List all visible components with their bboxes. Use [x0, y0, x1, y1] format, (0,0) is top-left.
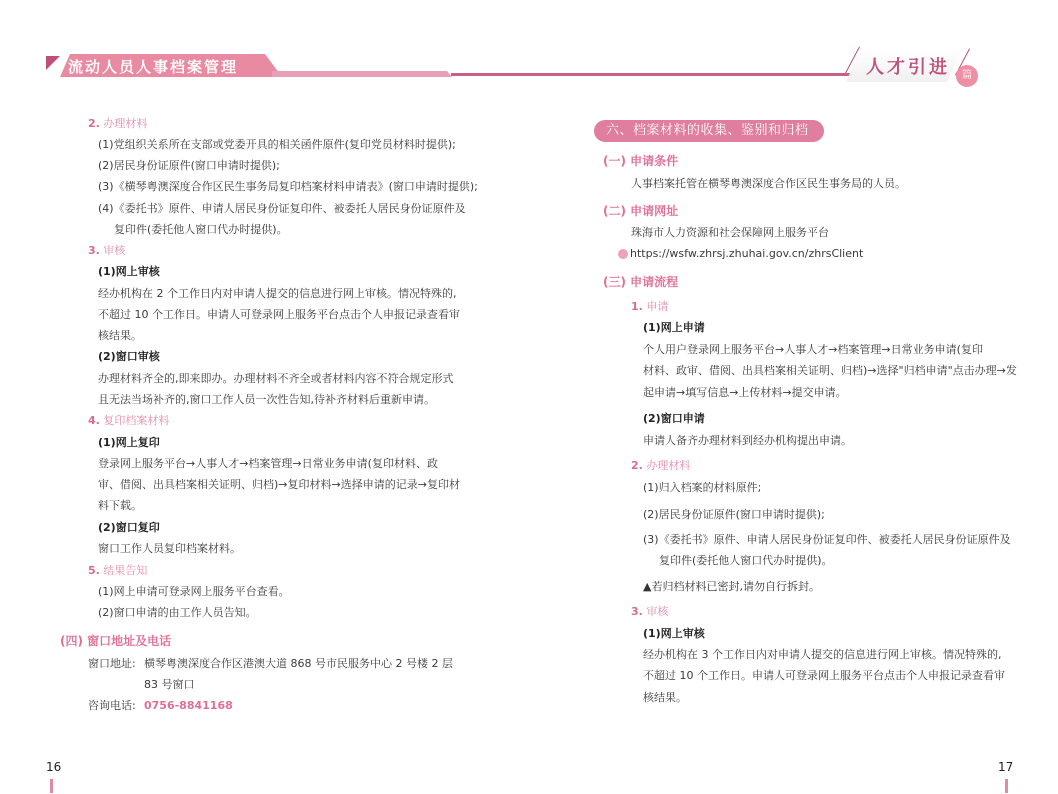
paragraph-line: 不超过 10 个工作日。申请人可登录网上服务平台点击个人申报记录查看审 — [98, 308, 460, 321]
paragraph-line: 核结果。 — [98, 329, 142, 342]
paragraph-line: 不超过 10 个工作日。申请人可登录网上服务平台点击个人申报记录查看审 — [643, 669, 1005, 682]
paragraph-line: 个人用户登录网上服务平台→人事人才→档案管理→日常业务申请(复印 — [643, 343, 983, 356]
category-title: 人才引进 — [866, 57, 950, 78]
paragraph-line: 审、借阅、出具档案相关证明、归档)→复印材料→选择申请的记录→复印材 — [98, 478, 460, 491]
section-title: 流动人员人事档案管理 — [68, 58, 239, 76]
item-heading: 3. 审核 — [88, 244, 126, 257]
page-number-right: 17 — [998, 760, 1014, 774]
item-heading: 2. 办理材料 — [631, 459, 691, 472]
paragraph-line: 窗口工作人员复印档案材料。 — [98, 542, 241, 555]
page-number-left: 16 — [46, 760, 62, 774]
list-line: (2)居民身份证原件(窗口申请时提供); — [643, 508, 825, 521]
list-line: 复印件(委托他人窗口代办时提供)。 — [659, 554, 833, 567]
list-line: 复印件(委托他人窗口代办时提供)。 — [114, 223, 288, 236]
phone-label: 咨询电话: — [88, 699, 136, 712]
list-line: (1)党组织关系所在支部或党委开具的相关函件原件(复印党员材料时提供); — [98, 138, 456, 151]
ribbon-bar — [272, 71, 452, 77]
section-heading: (一) 申请条件 — [603, 154, 679, 168]
sub-heading: (1)网上复印 — [98, 436, 160, 449]
paragraph-line: 料下载。 — [98, 499, 142, 512]
list-line: (2)居民身份证原件(窗口申请时提供); — [98, 159, 280, 172]
sub-heading: (2)窗口申请 — [643, 412, 705, 425]
paragraph-line: 核结果。 — [643, 691, 687, 704]
paragraph-line: 起申请→填写信息→上传材料→提交申请。 — [643, 386, 847, 399]
paragraph-line: 经办机构在 3 个工作日内对申请人提交的信息进行网上审核。情况特殊的, — [643, 648, 1002, 661]
sub-heading: (1)网上申请 — [643, 321, 705, 334]
category-circle: 篇 — [956, 65, 978, 87]
address-value: 横琴粤澳深度合作区港澳大道 868 号市民服务中心 2 号楼 2 层 — [144, 657, 453, 670]
paragraph-line: 申请人备齐办理材料到经办机构提出申请。 — [643, 434, 852, 447]
sub-heading: (2)窗口复印 — [98, 521, 160, 534]
paragraph-line: 且无法当场补齐的,窗口工作人员一次性告知,待补齐材料后重新申请。 — [98, 393, 435, 406]
address-value-cont: 83 号窗口 — [144, 678, 195, 691]
page-marker — [50, 779, 53, 793]
paragraph-line: 登录网上服务平台→人事人才→档案管理→日常业务申请(复印材料、政 — [98, 457, 438, 470]
list-line: (1)网上申请可登录网上服务平台查看。 — [98, 585, 290, 598]
item-heading: 4. 复印档案材料 — [88, 414, 170, 427]
list-line: (2)窗口申请的由工作人员告知。 — [98, 606, 257, 619]
phone-number: 0756-8841168 — [144, 699, 233, 712]
item-heading: 1. 申请 — [631, 300, 669, 313]
paragraph-line: 珠海市人力资源和社会保障网上服务平台 — [631, 226, 829, 239]
item-heading: 3. 审核 — [631, 605, 669, 618]
section-heading: (二) 申请网址 — [603, 204, 679, 218]
item-heading: 2. 办理材料 — [88, 117, 148, 130]
paragraph-line: 人事档案托管在横琴粤澳深度合作区民生事务局的人员。 — [631, 177, 906, 190]
url-link[interactable]: https://wsfw.zhrsj.zhuhai.gov.cn/zhrsClient — [618, 246, 863, 262]
sub-heading: (1)网上审核 — [643, 627, 705, 640]
item-heading: 5. 结果告知 — [88, 564, 148, 577]
warning-note: ▲若归档材料已密封,请勿自行拆封。 — [643, 580, 820, 593]
header-badge-right — [838, 45, 988, 93]
paragraph-line: 办理材料齐全的,即来即办。办理材料不齐全或者材料内容不符合规定形式 — [98, 372, 454, 385]
page-marker — [1005, 779, 1008, 793]
ribbon-line — [451, 73, 851, 76]
list-line: (3)《委托书》原件、申请人居民身份证复印件、被委托人居民身份证原件及 — [643, 533, 1011, 546]
list-line: (1)归入档案的材料原件; — [643, 481, 762, 494]
paragraph-line: 经办机构在 2 个工作日内对申请人提交的信息进行网上审核。情况特殊的, — [98, 287, 457, 300]
paragraph-line: 材料、政审、借阅、出具档案相关证明、归档)→选择"归档申请"点击办理→发 — [643, 364, 1017, 377]
section-heading: (三) 申请流程 — [603, 275, 679, 289]
sub-heading: (1)网上审核 — [98, 265, 160, 278]
section-heading: (四) 窗口地址及电话 — [60, 634, 172, 648]
ribbon-corner — [46, 56, 60, 70]
list-line: (4)《委托书》原件、申请人居民身份证复印件、被委托人居民身份证原件及 — [98, 202, 466, 215]
list-line: (3)《横琴粤澳深度合作区民生事务局复印档案材料申请表》(窗口申请时提供); — [98, 180, 478, 193]
address-label: 窗口地址: — [88, 657, 136, 670]
link-icon — [618, 249, 628, 259]
chapter-title: 六、档案材料的收集、鉴别和归档 — [594, 120, 824, 142]
sub-heading: (2)窗口审核 — [98, 350, 160, 363]
